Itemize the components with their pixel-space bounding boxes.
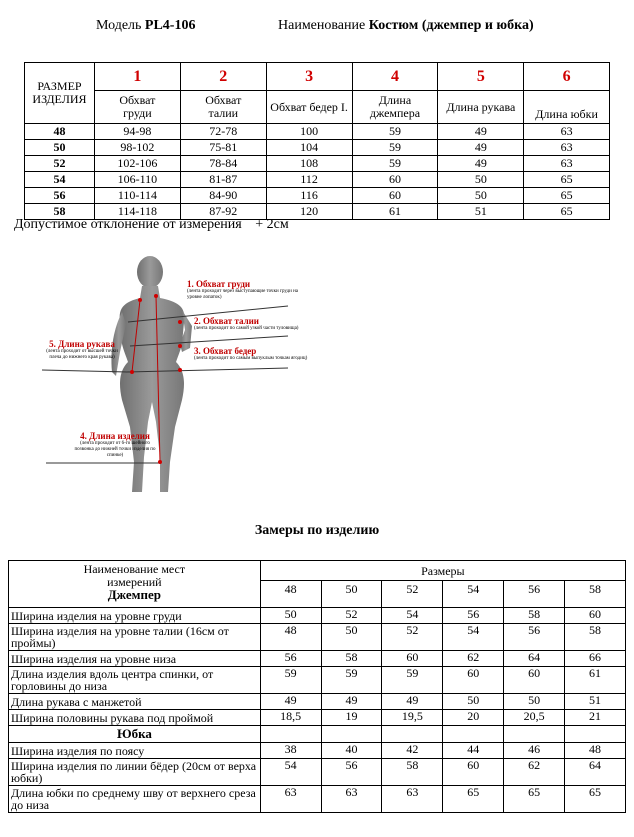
measure-value: 19,5 (382, 710, 443, 726)
label2-note: (лента проходит по самой узкой части туловища) (194, 326, 299, 331)
col-label: Обхват талии (180, 91, 266, 124)
value-cell: 110-114 (94, 188, 180, 204)
label2-title: 2. Обхват талии (194, 316, 259, 326)
value-cell: 104 (266, 140, 352, 156)
figure-label-4 (70, 431, 160, 459)
value-cell: 50 (438, 188, 524, 204)
size-row (25, 124, 610, 140)
name-line (278, 18, 534, 34)
size-header: РАЗМЕР ИЗДЕЛИЯ (25, 63, 95, 124)
measure-value: 66 (565, 651, 626, 667)
value-cell: 49 (438, 124, 524, 140)
name-label: Наименование (278, 18, 366, 33)
name-header-cell (9, 561, 261, 608)
measure-value: 19 (321, 710, 382, 726)
measure-name: Ширина половины рукава под проймой (9, 710, 261, 726)
measure-name: Длина юбки по среднему шву от верхнего среза до низа (9, 786, 261, 813)
measure-name: Ширина изделия по линии бёдер (20см от верха юбки) (9, 759, 261, 786)
measure-value: 51 (565, 694, 626, 710)
measure-value: 62 (443, 651, 504, 667)
table-row (9, 651, 626, 667)
measure-value: 54 (260, 759, 321, 786)
value-cell: 120 (266, 204, 352, 220)
size-cell: 58 (25, 204, 95, 220)
measure-value: 60 (443, 759, 504, 786)
measure-value: 21 (565, 710, 626, 726)
value-cell: 50 (438, 172, 524, 188)
value-cell: 75-81 (180, 140, 266, 156)
value-cell: 114-118 (94, 204, 180, 220)
size-cell: 56 (25, 188, 95, 204)
value-cell: 49 (438, 140, 524, 156)
sizes-header: Размеры (260, 561, 625, 581)
measure-value: 49 (321, 694, 382, 710)
col-num: 1 (94, 63, 180, 91)
col-num: 3 (266, 63, 352, 91)
size-col-header: 56 (504, 581, 565, 608)
measure-value: 52 (382, 624, 443, 651)
figure-label-5 (42, 339, 122, 361)
measure-value: 65 (504, 786, 565, 813)
measure-value: 59 (321, 667, 382, 694)
value-cell: 59 (352, 140, 438, 156)
value-cell: 65 (524, 172, 610, 188)
measure-value: 50 (443, 694, 504, 710)
measure-value: 49 (382, 694, 443, 710)
col-label: Обхват груди (94, 91, 180, 124)
model-line (96, 18, 195, 34)
measure-value: 52 (321, 608, 382, 624)
value-cell: 116 (266, 188, 352, 204)
tolerance-text: Допустимое отклонение от измерения (14, 217, 242, 232)
measure-name: Ширина изделия на уровне талии (16см от проймы) (9, 624, 261, 651)
figure-label-2 (194, 316, 310, 332)
table-row (9, 759, 626, 786)
table-row (9, 608, 626, 624)
figure-label-3 (194, 346, 310, 362)
size-row (25, 156, 610, 172)
value-cell: 84-90 (180, 188, 266, 204)
measure-value: 59 (382, 667, 443, 694)
label3-title: 3. Обхват бедер (194, 346, 257, 356)
size-col-header: 50 (321, 581, 382, 608)
measure-value: 64 (504, 651, 565, 667)
size-col-header: 52 (382, 581, 443, 608)
measure-value: 60 (504, 667, 565, 694)
measure-name: Ширина изделия на уровне низа (9, 651, 261, 667)
label5-title: 5. Длина рукава (49, 339, 115, 349)
section-skirt-header: Юбка (9, 726, 261, 743)
measure-name: Ширина изделия по поясу (9, 743, 261, 759)
measure-value: 65 (565, 786, 626, 813)
measure-value: 18,5 (260, 710, 321, 726)
measure-value: 42 (382, 743, 443, 759)
col-label: Длина юбки (524, 91, 610, 124)
measures-title: Замеры по изделию (254, 523, 380, 538)
measure-value: 58 (565, 624, 626, 651)
table-row (9, 624, 626, 651)
model-label: Модель (96, 18, 142, 33)
label4-title: 4. Длина изделия (80, 431, 150, 441)
size-cell: 48 (25, 124, 95, 140)
measure-value: 56 (321, 759, 382, 786)
measure-name: Длина рукава с манжетой (9, 694, 261, 710)
size-row (25, 188, 610, 204)
measure-value: 44 (443, 743, 504, 759)
measure-value: 60 (443, 667, 504, 694)
col-num: 5 (438, 63, 524, 91)
label5-note: (лента проходит от высшей точки плеча до нижнего края рукава) (46, 349, 118, 360)
section-jumper-header: Джемпер (107, 587, 162, 602)
size-col-header: 58 (565, 581, 626, 608)
measures-table (8, 560, 626, 813)
value-cell: 49 (438, 156, 524, 172)
value-cell: 87-92 (180, 204, 266, 220)
measure-value: 63 (260, 786, 321, 813)
measure-value: 59 (260, 667, 321, 694)
size-row (25, 140, 610, 156)
measure-value: 56 (260, 651, 321, 667)
col-label: Обхват бедер I. (266, 91, 352, 124)
col-num: 2 (180, 63, 266, 91)
value-cell: 81-87 (180, 172, 266, 188)
value-cell: 112 (266, 172, 352, 188)
measure-value: 50 (260, 608, 321, 624)
measure-value: 60 (565, 608, 626, 624)
measure-name: Ширина изделия на уровне груди (9, 608, 261, 624)
measure-value: 58 (504, 608, 565, 624)
measure-value: 63 (382, 786, 443, 813)
label4-note: (лента проходит от 6-го шейного позвонка до нижней точки изделия по спинке) (74, 441, 156, 458)
model-value: PL4-106 (144, 18, 196, 33)
value-cell: 65 (524, 204, 610, 220)
measure-value: 38 (260, 743, 321, 759)
size-col-header: 48 (260, 581, 321, 608)
measure-value: 63 (321, 786, 382, 813)
col-num: 6 (524, 63, 610, 91)
tolerance-value: + 2см (255, 217, 289, 232)
value-cell: 102-106 (94, 156, 180, 172)
table-row (9, 694, 626, 710)
size-table (24, 62, 610, 220)
measure-value: 50 (321, 624, 382, 651)
value-cell: 72-78 (180, 124, 266, 140)
size-cell: 52 (25, 156, 95, 172)
name-header: Наименование мест измерений (83, 562, 186, 589)
measure-value: 48 (260, 624, 321, 651)
tolerance-line (14, 217, 289, 233)
value-cell: 51 (438, 204, 524, 220)
measure-value: 58 (382, 759, 443, 786)
value-cell: 63 (524, 124, 610, 140)
value-cell: 59 (352, 156, 438, 172)
measure-value: 50 (504, 694, 565, 710)
measure-value: 40 (321, 743, 382, 759)
table-row (9, 667, 626, 694)
measure-value: 56 (443, 608, 504, 624)
table-row (9, 710, 626, 726)
measure-value: 54 (382, 608, 443, 624)
measure-value: 60 (382, 651, 443, 667)
measure-value: 61 (565, 667, 626, 694)
value-cell: 63 (524, 140, 610, 156)
measure-value: 62 (504, 759, 565, 786)
value-cell: 60 (352, 188, 438, 204)
size-cell: 54 (25, 172, 95, 188)
value-cell: 63 (524, 156, 610, 172)
value-cell: 65 (524, 188, 610, 204)
value-cell: 98-102 (94, 140, 180, 156)
size-row (25, 172, 610, 188)
label1-note: (лента проходит через выступающие точки груди на уровне лопаток) (187, 289, 298, 300)
figure-label-1 (187, 279, 307, 301)
value-cell: 106-110 (94, 172, 180, 188)
col-label: Длина джемпера (352, 91, 438, 124)
table-row (9, 743, 626, 759)
value-cell: 94-98 (94, 124, 180, 140)
measure-value: 64 (565, 759, 626, 786)
measure-value: 46 (504, 743, 565, 759)
table-row (9, 786, 626, 813)
measure-value: 56 (504, 624, 565, 651)
measure-value: 49 (260, 694, 321, 710)
label3-note: (лента проходит по самым выпуклым точкам ягодиц) (194, 356, 308, 361)
size-col-header: 54 (443, 581, 504, 608)
value-cell: 108 (266, 156, 352, 172)
name-value: Костюм (джемпер и юбка) (368, 18, 534, 33)
value-cell: 59 (352, 124, 438, 140)
measure-value: 48 (565, 743, 626, 759)
measure-value: 20,5 (504, 710, 565, 726)
value-cell: 100 (266, 124, 352, 140)
measure-value: 65 (443, 786, 504, 813)
measure-name: Длина изделия вдоль центра спинки, от горловины до низа (9, 667, 261, 694)
col-num: 4 (352, 63, 438, 91)
value-cell: 61 (352, 204, 438, 220)
label1-title: 1. Обхват груди (187, 279, 251, 289)
measure-value: 54 (443, 624, 504, 651)
value-cell: 60 (352, 172, 438, 188)
col-label: Длина рукава (438, 91, 524, 124)
measure-value: 20 (443, 710, 504, 726)
value-cell: 78-84 (180, 156, 266, 172)
measure-value: 58 (321, 651, 382, 667)
size-cell: 50 (25, 140, 95, 156)
